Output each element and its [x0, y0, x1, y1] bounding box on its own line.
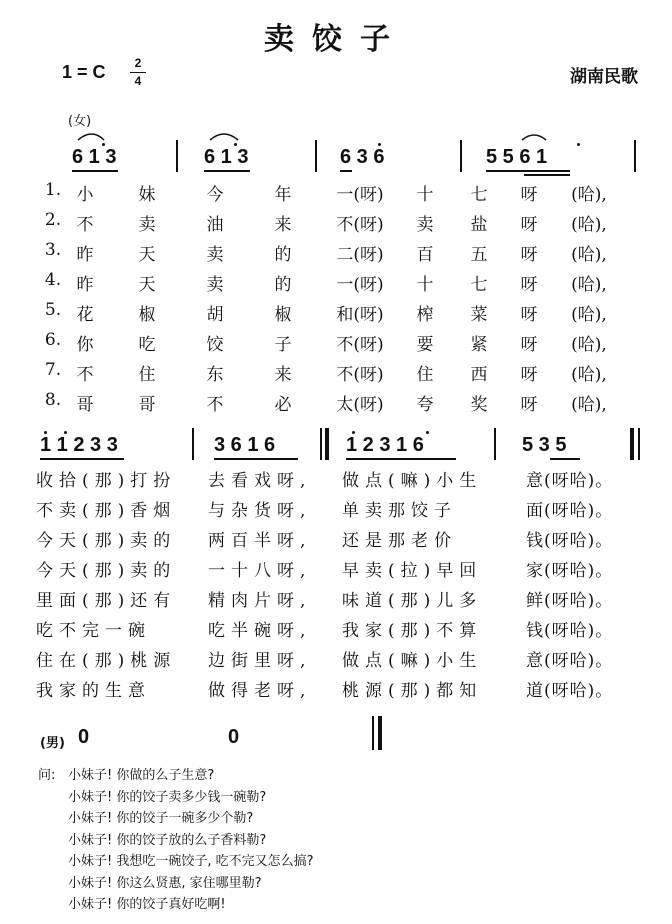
verse-a-row: [40, 240, 660, 270]
lyric-phrase: 里面(那)还有: [36, 591, 177, 611]
lyric-cell: 夸: [416, 395, 434, 415]
lyric-cell: 昨: [76, 275, 94, 295]
verse-b-row: [36, 496, 666, 526]
dialogue-line: 小妹子! 你这么贤惠, 家住哪里勒?: [68, 875, 262, 891]
lyric-cell: 呀: [520, 335, 538, 355]
lyric-phrase: 意(呀哈)。: [526, 651, 614, 671]
meter-bar: [130, 72, 146, 73]
high-dot: [352, 431, 355, 434]
lyric-phrase: 住在(那)桃源: [36, 651, 177, 671]
lyric-cell: (哈),: [571, 185, 607, 205]
high-dot: [102, 143, 105, 146]
role-male: (男): [40, 736, 65, 751]
lyric-cell: 十: [416, 275, 434, 295]
lyric-cell: (哈),: [571, 245, 607, 265]
lyric-cell: 饺: [206, 335, 224, 355]
lyric-phrase: 今天(那)卖的: [36, 531, 177, 551]
lyric-cell: 你: [76, 335, 94, 355]
barline: [315, 140, 317, 172]
measure-2: 6 1 3: [204, 146, 249, 168]
lyric-phrase: 道(呀哈)。: [526, 681, 614, 701]
lyric-phrase: 我家(那)不算: [342, 621, 483, 641]
barline: [192, 428, 194, 460]
lyric-cell: 要: [416, 335, 434, 355]
lyric-cell: 天: [138, 275, 156, 295]
measure-1: 6 1 3: [72, 146, 117, 168]
lyric-cell: 小: [76, 185, 94, 205]
lyric-cell: 七: [470, 275, 488, 295]
lyric-cell: 盐: [470, 215, 488, 235]
lyric-cell: 卖: [416, 215, 434, 235]
verse-a-row: [40, 360, 660, 390]
measure-8: 5 3 5: [522, 434, 567, 456]
dialogue-line: 小妹子! 你的饺子放的么子香料勒?: [68, 832, 267, 848]
lyric-cell: 不(呀): [336, 365, 384, 385]
lyric-cell: 呀: [520, 245, 538, 265]
lyric-cell: 不(呀): [336, 335, 384, 355]
lyric-phrase: 意(呀哈)。: [526, 471, 614, 491]
lyric-phrase: 单卖那饺子: [342, 501, 457, 521]
male-measure-2: 0: [228, 726, 240, 748]
lyric-cell: 五: [470, 245, 488, 265]
lyric-phrase: 精肉片呀,: [208, 591, 312, 611]
lyric-phrase: 去看戏呀,: [208, 471, 312, 491]
underline: [72, 170, 118, 172]
lyric-cell: 不: [76, 215, 94, 235]
verse-b-row: [36, 586, 666, 616]
lyric-cell: (哈),: [571, 215, 607, 235]
key-signature: 1 = C: [62, 62, 106, 82]
lyric-cell: 呀: [520, 215, 538, 235]
barline: [176, 140, 178, 172]
underline: [340, 170, 352, 172]
lyric-phrase: 鲜(呀哈)。: [526, 591, 614, 611]
lyric-cell: 油: [206, 215, 224, 235]
lyric-cell: 七: [470, 185, 488, 205]
lyric-cell: 二(呀): [336, 245, 384, 265]
underline: [486, 170, 570, 172]
lyric-phrase: 面(呀哈)。: [526, 501, 614, 521]
underline: [204, 170, 250, 172]
lyric-cell: 卖: [206, 275, 224, 295]
lyric-cell: 住: [416, 365, 434, 385]
high-dot: [577, 143, 580, 146]
lyric-cell: 昨: [76, 245, 94, 265]
high-dot: [44, 431, 47, 434]
meter-bottom: 4: [134, 74, 142, 88]
lyric-cell: 住: [138, 365, 156, 385]
lyric-cell: (哈),: [571, 365, 607, 385]
lyric-phrase: 一十八呀,: [208, 561, 312, 581]
underline: [346, 458, 456, 460]
lyric-cell: 4.: [44, 270, 62, 290]
lyric-phrase: 今天(那)卖的: [36, 561, 177, 581]
lyric-cell: 椒: [138, 305, 156, 325]
lyric-cell: 哥: [76, 395, 94, 415]
lyric-cell: (哈),: [571, 275, 607, 295]
high-dot: [378, 143, 381, 146]
barline: [460, 140, 462, 172]
dialogue-prefix: 问:: [38, 768, 56, 783]
barline: [494, 428, 496, 460]
lyric-cell: 紧: [470, 335, 488, 355]
lyric-phrase: 还是那老价: [342, 531, 457, 551]
meter-top: 2: [134, 56, 142, 70]
lyric-cell: 年: [274, 185, 292, 205]
lyric-cell: (哈),: [571, 305, 607, 325]
dialogue-line: 小妹子! 你做的么子生意?: [68, 768, 215, 783]
slur-icon: [78, 134, 104, 140]
dialogue-line: 小妹子! 你的饺子卖多少钱一碗勒?: [68, 789, 267, 805]
lyric-phrase: 做得老呀,: [208, 681, 312, 701]
lyric-cell: 5.: [44, 300, 62, 320]
lyric-cell: 太(呀): [336, 395, 384, 415]
measure-3: 6 3 6: [340, 146, 385, 168]
lyric-cell: 必: [274, 395, 292, 415]
lyric-phrase: 收拾(那)打扮: [36, 471, 177, 491]
verses-part-b: [36, 466, 666, 706]
verse-a-row: [40, 330, 660, 360]
slur-icon: [522, 135, 546, 140]
lyric-cell: 的: [274, 275, 292, 295]
lyric-phrase: 吃不完一碗: [36, 621, 151, 641]
lyric-phrase: 早卖(拉)早回: [342, 561, 483, 581]
measure-7: 1 2 3 1 6: [346, 434, 424, 456]
lyric-cell: 1.: [44, 180, 62, 200]
lyric-cell: 卖: [206, 245, 224, 265]
high-dot: [426, 431, 429, 434]
lyric-cell: 妹: [138, 185, 156, 205]
lyric-cell: 卖: [138, 215, 156, 235]
lyric-cell: 今: [206, 185, 224, 205]
verses-part-a: [40, 180, 660, 420]
lyric-cell: (哈),: [571, 335, 607, 355]
lyric-cell: 西: [470, 365, 488, 385]
verse-b-row: [36, 646, 666, 676]
lyric-cell: 菜: [470, 305, 488, 325]
verse-b-row: [36, 616, 666, 646]
lyric-cell: 不: [76, 365, 94, 385]
song-title: 卖饺子: [264, 22, 408, 57]
lyric-phrase: 吃半碗呀,: [208, 621, 312, 641]
repeat-start-thick: [325, 428, 329, 460]
song-origin: 湖南民歌: [570, 67, 638, 87]
lyric-cell: 呀: [520, 185, 538, 205]
lyric-cell: 8.: [44, 390, 62, 410]
lyric-cell: 3.: [44, 240, 62, 260]
slur-icon: [210, 134, 238, 140]
high-dot: [234, 143, 237, 146]
final-barline-thick: [378, 716, 382, 750]
lyric-phrase: 钱(呀哈)。: [526, 621, 614, 641]
underline: [40, 458, 124, 460]
verse-b-row: [36, 526, 666, 556]
dialogue-line: 小妹子! 你的饺子一碗多少个勒?: [68, 811, 254, 826]
lyric-phrase: 家(呀哈)。: [526, 561, 614, 581]
lyric-phrase: 味道(那)儿多: [342, 591, 483, 611]
lyric-phrase: 两百半呀,: [208, 531, 312, 551]
lyric-phrase: 钱(呀哈)。: [526, 531, 614, 551]
lyric-cell: 呀: [520, 275, 538, 295]
lyric-cell: 吃: [138, 335, 156, 355]
lyric-cell: 百: [416, 245, 434, 265]
barline: [634, 140, 636, 172]
dialogue-line: 小妹子! 我想吃一碗饺子, 吃不完又怎么搞?: [68, 854, 314, 869]
verse-b-row: [36, 676, 666, 706]
lyric-cell: 7.: [44, 360, 62, 380]
lyric-phrase: 做点(嘛)小生: [342, 471, 483, 491]
role-female: (女): [68, 114, 92, 129]
high-dot: [64, 431, 67, 434]
lyric-cell: 不(呀): [336, 215, 384, 235]
lyric-cell: 和(呀): [336, 305, 384, 325]
lyric-phrase: 桃源(那)都知: [342, 681, 483, 701]
lyric-cell: 呀: [520, 305, 538, 325]
dialogue-list: [68, 764, 628, 915]
underline: [524, 174, 570, 176]
lyric-phrase: 与杂货呀,: [208, 501, 312, 521]
lyric-cell: 十: [416, 185, 434, 205]
repeat-end: [638, 428, 640, 460]
lyric-phrase: 我家的生意: [36, 681, 151, 701]
lyric-cell: 东: [206, 365, 224, 385]
lyric-cell: 榨: [416, 305, 434, 325]
dialogue-line: 小妹子! 你的饺子真好吃啊!: [68, 897, 226, 912]
verse-a-row: [40, 180, 660, 210]
measure-5: 1 1 2 3 3: [40, 434, 118, 456]
final-barline: [372, 716, 374, 750]
lyric-cell: 来: [274, 365, 292, 385]
lyric-cell: 来: [274, 215, 292, 235]
lyric-cell: 2.: [44, 210, 62, 230]
measure-6: 3 6 1 6: [214, 434, 276, 456]
repeat-end-thick: [630, 428, 634, 460]
verse-b-row: [36, 466, 666, 496]
lyric-cell: 胡: [206, 305, 224, 325]
verse-a-row: [40, 300, 660, 330]
lyric-cell: 天: [138, 245, 156, 265]
lyric-phrase: 不卖(那)香烟: [36, 501, 177, 521]
lyric-cell: 一(呀): [336, 275, 384, 295]
lyric-cell: (哈),: [571, 395, 607, 415]
lyric-phrase: 做点(嘛)小生: [342, 651, 483, 671]
lyric-cell: 呀: [520, 395, 538, 415]
lyric-cell: 一(呀): [336, 185, 384, 205]
lyric-cell: 哥: [138, 395, 156, 415]
lyric-cell: 呀: [520, 365, 538, 385]
lyric-cell: 不: [206, 395, 224, 415]
time-signature: [130, 56, 146, 89]
underline: [214, 458, 298, 460]
lyric-cell: 6.: [44, 330, 62, 350]
repeat-start: [320, 428, 322, 460]
verse-b-row: [36, 556, 666, 586]
verse-a-row: [40, 390, 660, 420]
lyric-cell: 奖: [470, 395, 488, 415]
verse-a-row: [40, 270, 660, 300]
verse-a-row: [40, 210, 660, 240]
underline: [550, 458, 580, 460]
lyric-cell: 子: [274, 335, 292, 355]
lyric-cell: 花: [76, 305, 94, 325]
measure-4: 5 5 6 1: [486, 146, 548, 168]
lyric-cell: 椒: [274, 305, 292, 325]
male-measure-1: 0: [78, 726, 90, 748]
lyric-phrase: 边街里呀,: [208, 651, 312, 671]
lyric-cell: 的: [274, 245, 292, 265]
